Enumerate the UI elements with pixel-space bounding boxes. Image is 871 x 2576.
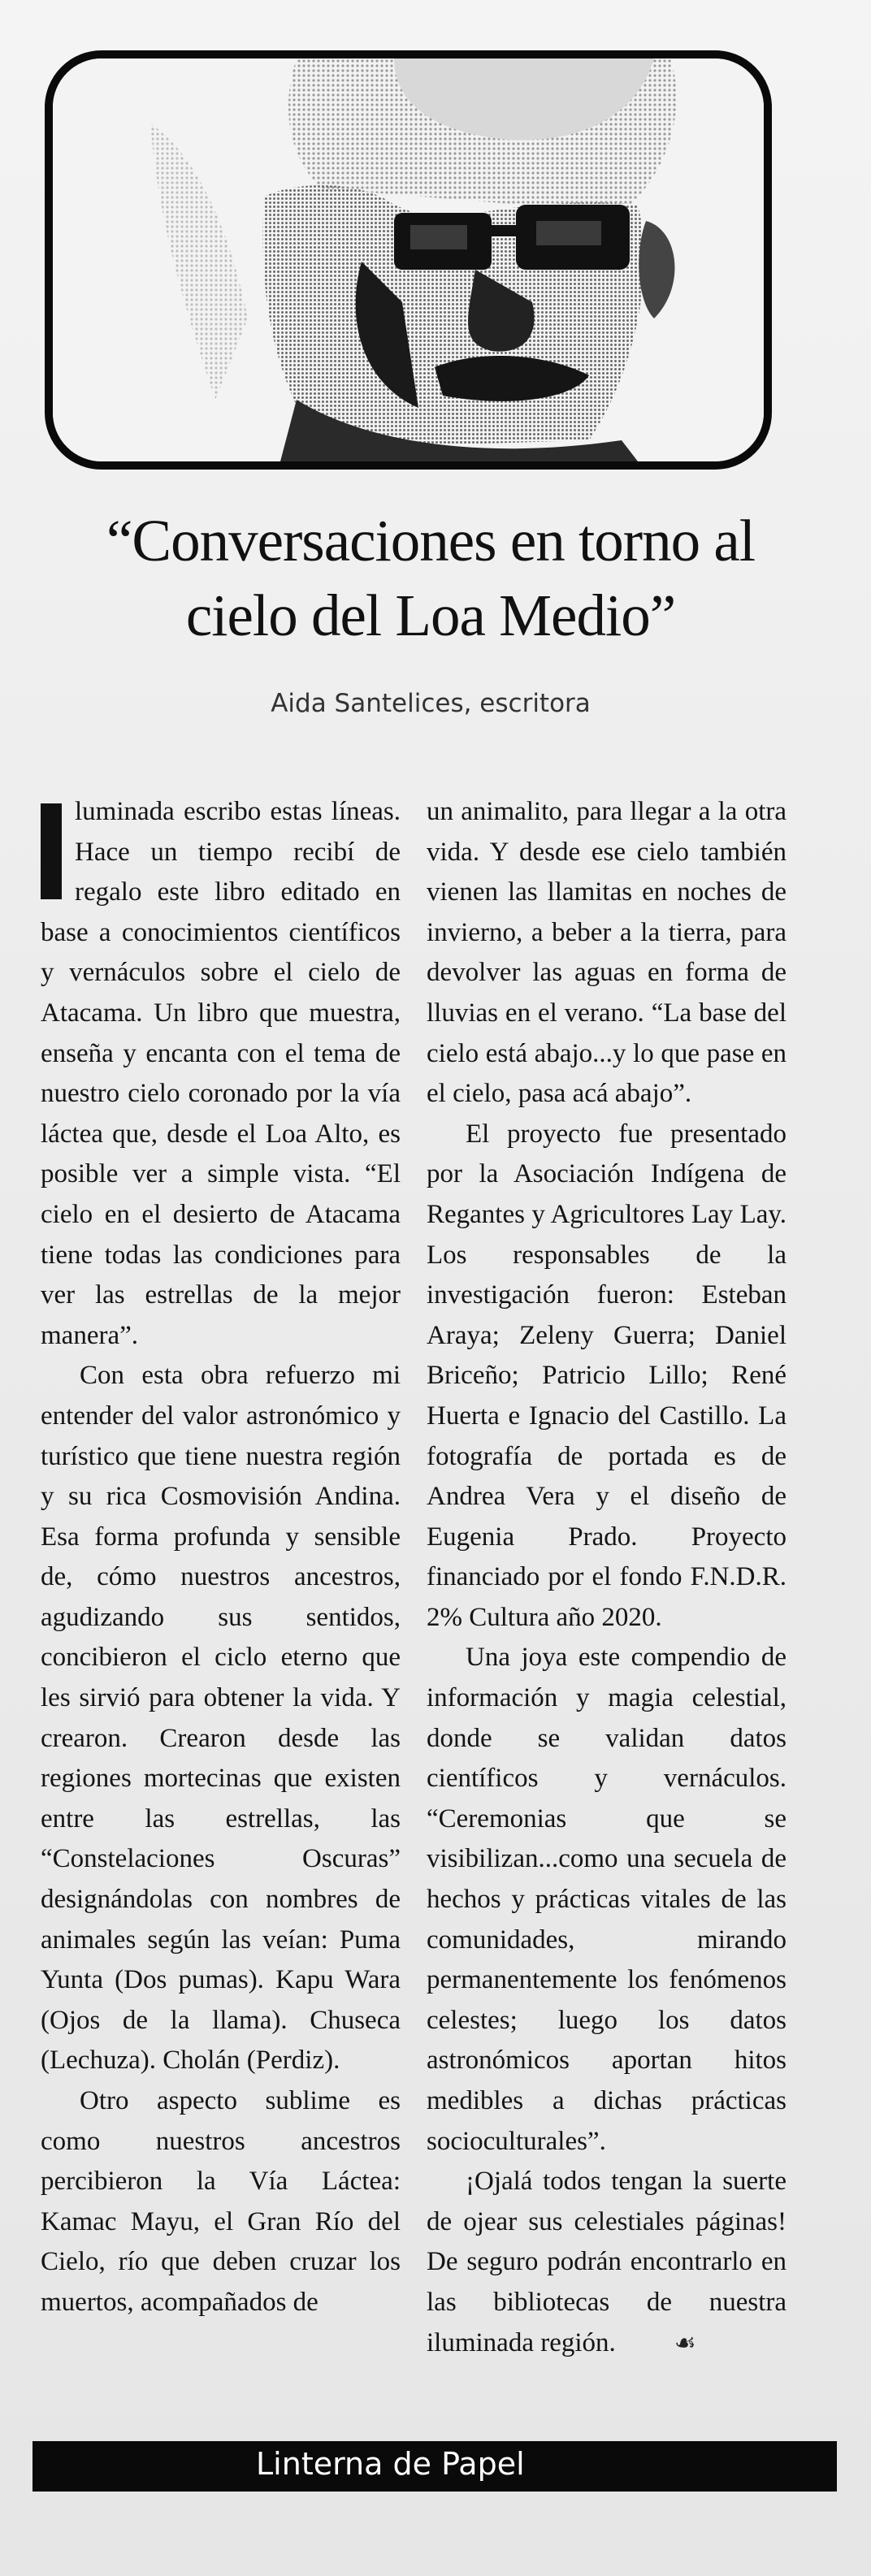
paragraph-text: ¡Ojalá todos tengan la suerte de ojear sus celestiales páginas! De seguro podrán encontrarlo en las bibliotecas de nuestra iluminada región.: [427, 2167, 786, 2357]
portrait-photo-icon: [53, 58, 764, 461]
article-column-left: [41, 792, 401, 2323]
paragraph: Con esta obra refuerzo mi entender del valor astronómico y turístico que tiene nuestra región y su rica Cosmovisión Andina. Esa forma profunda y sensible de, cómo nuestros ancestros, agudizando sus sentidos, concibieron el ciclo eterno que les sirvió para obtener la vida. Y crearon. Crearon desde las regiones mortecinas que existen entre las estrellas, las “Constelaciones Oscuras” designándolas con nombres de animales según las veían: Puma Yunta (Dos pumas). Kapu Wara (Ojos de la llama). Chuseca (Lechuza). Cholán (Perdiz).: [41, 1361, 401, 2076]
fleuron-icon: ☙: [674, 2328, 696, 2357]
paragraph: El proyecto fue presentado por la Asociación Indígena de Regantes y Agricultores Lay Lay. Los responsables de la investigación fueron: Esteban Araya; Zeleny Guerra; Daniel Briceño; Patricio Lillo; René Huerta e Ignacio del Castillo. La fotografía de portada es de Andrea Vera y el diseño de Eugenia Prado. Proyecto financiado por el fondo F.N.D.R. 2% Cultura año 2020.: [427, 1119, 786, 1632]
section-footer-label: Linterna de Papel: [256, 2446, 525, 2482]
paragraph: Otro aspecto sublime es como nuestros ancestros percibieron la Vía Láctea: Kamac Mayu, el Gran Río del Cielo, río que deben cruzar los muertos, acompañados de: [41, 2086, 401, 2317]
paragraph: Una joya este compendio de información y magia celestial, donde se validan datos científicos y vernáculos. “Ceremonias que se visibilizan...como una secuela de hechos y prácticas vitales de las comunidades, mirando permanentemente los fenómenos celestes; luego los datos astronómicos aportan hitos medibles a dichas prácticas socioculturales”.: [427, 1643, 786, 2156]
paragraph: un animalito, para llegar a la otra vida. Y desde ese cielo también vienen las llamitas en noches de invierno, a beber a la tierra, para devolver las aguas en forma de lluvias en el verano. “La base del cielo está abajo...y lo que pase en el cielo, pasa acá abajo”.: [427, 797, 786, 1109]
drop-cap-i: [41, 803, 62, 899]
paragraph: [41, 792, 401, 1356]
paragraph: [427, 2162, 786, 2363]
article-byline: Aida Santelices, escritora: [271, 689, 591, 718]
article-column-right: [427, 792, 786, 2363]
section-footer-bar: [32, 2441, 837, 2492]
article-title: “Conversaciones en torno al cielo del Loa Medio”: [106, 508, 756, 648]
author-photo: [45, 50, 772, 470]
paragraph-text: luminada escribo estas líneas. Hace un tiempo recibí de regalo este libro editado en base a conocimientos científicos y vernáculos sobre el cielo de Atacama. Un libro que muestra, enseña y encanta con el tema de nuestro cielo coronado por la vía láctea que, desde el Loa Alto, es posible ver a simple vista. “El cielo en el desierto de Atacama tiene todas las condiciones para ver las estrellas de la mejor manera”.: [41, 797, 401, 1350]
